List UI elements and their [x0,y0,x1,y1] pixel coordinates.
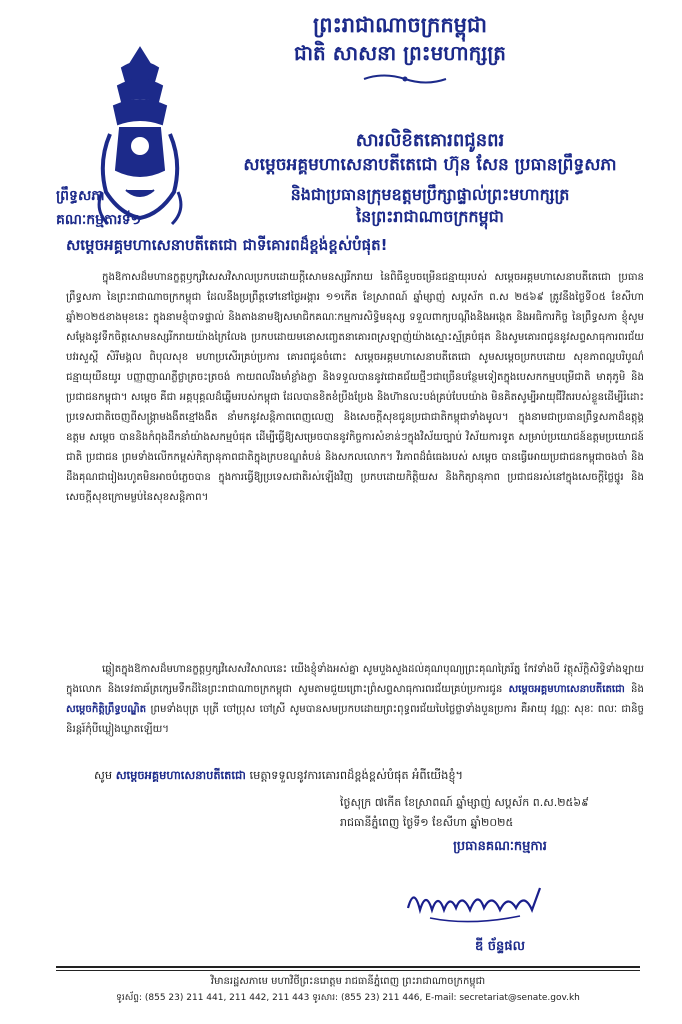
solar-date: រាជធានីភ្នំពេញ ថ្ងៃទី១ ខែសីហា ឆ្នាំ២០២៥ [340,816,514,829]
body-paragraph-1: ក្នុងឱកាសដ៏មហានក្ខត្តឫក្សវិសេសវិសាលប្រកបដោយក្ដីសោមនស្សរីករាយ នៃពិធីខួបចម្រើនជន្មាយុរបស់ សម្ដេចអគ្គមហាសេនាបតីតេជោ ប្រធានព្រឹទ្ធសភា នៃព្រះរាជាណាចក្រកម្ពុជា ដែលនឹងប្រព្រឹត្តទៅនៅថ្ងៃអង្គារ ១១កើត ខែស្រាពណ៍ ឆ្នាំម្សាញ់ សប្តស័ក ព.ស ២៥៦៩ ត្រូវនឹងថ្ងៃទី០៥ ខែសីហា ឆ្នាំ២០២៥ខាងមុខនេះ ក្នុងនាមខ្ញុំបាទផ្ទាល់ និងតាងនាមឱ្យសមាជិកគណៈកម្មការសិទ្ធិមនុស្ស ទទួលពាក្យបណ្ដឹងនិងអង្កេត និងអធិការកិច្ច នៃព្រឹទ្ធសភា ខ្ញុំសូមសម្ដែងនូវទឹកចិត្តសោមនស្សរីករាយយ៉ាងក្រៃលែង ប្រកបដោយមនោសញ្ចេតនាគោរពស្រឡាញ់យ៉ាងស្មោះស្ម័គ្របំផុត និងសូមគោរពជូននូវសព្ទសាធុការពរជ័យ បវរសួស្តី សិរីមង្គល ពិបុលសុខ មហាប្រសើរគ្រប់ប្រការ គោរពជូនចំពោះ សម្ដេចអគ្គមហាសេនាបតីតេជោ សូមសម្ដេចប្រកបដោយ សុខភាពល្អបរិបូណ៌ ជន្មាយុយឺនយូរ បញ្ញាញាណភ្លឺថ្លាត្រចះត្រចង់ កាយពលរឹងមាំខ្លាំងក្លា និងទទួលបាននូវជោគជ័យថ្មីៗជាច្រើនបន្ថែមទៀតក្នុងបេសកកម្មបម្រើជាតិ មាតុភូមិ និងប្រជាជនកម្ពុជា។ សម្ដេច គឺជា អគ្គបុគ្គលដ៏ឆ្នើមរបស់កម្ពុជា ដែលបានខិតខំប្រឹងប្រែង និងហ៊ានលះបង់គ្រប់បែបយ៉ាង មិនគិតសូម្បីអាយុជីវិតរបស់ខ្លួនដើម្បីរំដោះប្រទេសជាតិចេញពីសង្គ្រាមងងឹតខ្មៅងងឹត នាំមកនូវសន្តិភាពពេញលេញ និងសេចក្ដីសុខជូនប្រជាជាតិកម្ពុជាទាំងមូល។ ក្នុងនាមជាប្រធានព្រឹទ្ធសភាដ៏ឧត្ដុង្គឧត្ដម សម្ដេច បាននិងកំពុងដឹកនាំយ៉ាងសកម្មបំផុត ដើម្បីធ្វើឱ្យសម្រេចបាននូវកិច្ចការសំខាន់ៗក្នុងវិស័យច្បាប់ វិស័យការទូត សម្រាប់ប្រយោជន៍ឧត្ដមប្រយោជន៍ជាតិ ប្រជាជន ព្រមទាំងលើកកម្ពស់កិត្យានុភាពជាតិក្នុងក្របខណ្ឌតំបន់ និងសកលលោក។ វីរភាពដ៏ធំធេងរបស់ សម្ដេច បានធ្វើអោយប្រជាជនកម្ពុជាចងចាំ និងដឹងគុណជារៀងរហូតមិនអាចបំភ្លេចបាន ក្នុងការធ្វើឱ្យប្រទេសជាតិរស់ឡើងវិញ ប្រកបដោយកិត្តិយស និងកិត្យានុភាព ប្រជាជនរស់នៅក្នុងសេចក្ដីថ្លៃថ្នូរ និងសេចក្ដីសុខក្រោមម្លប់នៃសុខសន្តិភាព។ [66,272,644,503]
handwritten-signature-icon [400,880,550,930]
footer-divider-thin [56,970,640,971]
kingdom-header: ព្រះរាជាណាចក្រកម្ពុជា [312,13,487,37]
recipient-line-2: និងជាប្រធានក្រុមឧត្ដមប្រឹក្សាផ្ទាល់ព្រះមហាក្សត្រ [290,185,570,204]
closing-line [94,768,654,785]
sender-department: គណៈកម្មការទី១ [56,212,142,228]
sender-organization: ព្រឹទ្ធសភា [56,188,105,204]
letter-title: សារលិខិតគោរពជូនពរ [355,130,505,151]
senate-emblem-icon [92,42,188,234]
footer-contact: ទូរស័ព្ទ: (855 23) 211 441, 211 442, 211 443 ទូរសារ: (855 23) 211 446, E-mail: secretariat@senate.gov.kh [116,993,580,1003]
lunar-date: ថ្ងៃសុក្រ ៧កើត ខែស្រាពណ៍ ឆ្នាំម្សាញ់ សប្តស័ក ព.ស.២៥៦៩ [340,796,589,809]
closing-prefix: សូម [94,768,113,782]
recipient-line-3: នៃព្រះរាជាណាចក្រកម្ពុជា [356,207,504,226]
footer-address: វិមានរដ្ឋសភាមេ មហាវិថីព្រះនរោត្តម រាជធានីភ្នំពេញ ព្រះរាជាណាចក្រកម្ពុជា [210,976,486,987]
closing-recipient: សម្ដេចអគ្គមហាសេនាបតីតេជោ [115,768,246,782]
recipient-name-1: សម្ដេចអគ្គមហាសេនាបតីតេជោ [508,684,625,695]
national-motto: ជាតិ សាសនា ព្រះមហាក្សត្រ [294,41,506,65]
signatory-name: ឌី ច័ន្ទផល [475,939,525,954]
closing-suffix: មេត្តាទទួលនូវការគោរពដ៏ខ្ពង់ខ្ពស់បំផុត អំពីយើងខ្ញុំ។ [249,768,464,782]
footer-divider [56,966,640,968]
salutation: សម្ដេចអគ្គមហាសេនាបតីតេជោ ជាទីគោរពដ៏ខ្ពង់ខ្ពស់បំផុត! [66,236,388,254]
body-paragraph-2 [66,660,644,766]
ornament-divider-icon [360,72,450,86]
paragraph-2-start: ឆ្លៀតក្នុងឱកាសដ៏មហានក្ខត្តឫក្សវិសេសវិសាលនេះ យើងខ្ញុំទាំងអស់គ្នា សូមបួងសួងដល់គុណបុណ្យព្រះគុណត្រៃរ័ត្ន កែវទាំងបី វត្ថុស័ក្ដិសិទ្ធិទាំងឡាយក្នុងលោក និងទេវតាឆ័ត្រក្សេមទឹកដីនៃព្រះរាជាណាចក្រកម្ពុជា សូមតាមជួយព្រោះព្រំសព្ទសាធុការពរជ័យគ្រប់ប្រការជូន [66,664,644,695]
signatory-title: ប្រធានគណៈកម្មការ [453,839,547,854]
recipient-name-2: សម្ដេចកិត្តិព្រឹទ្ធបណ្ឌិត [66,704,147,715]
paragraph-2-and: និង [631,684,644,695]
recipient-line-1: សម្ដេចអគ្គមហាសេនាបតីតេជោ ហ៊ុន សែន ប្រធានព្រឹទ្ធសភា [243,155,617,175]
paragraph-2-end: ព្រមទាំងបុត្រ បុត្រី ចៅប្រុស ចៅស្រី សូមបានសមប្រកបដោយព្រះពុទ្ធពរជ័យបៃថ្លៃថ្លាទាំងបួនប្រការ គឺអាយុ វណ្ណៈ សុខៈ ពលៈ ជានិច្ចនិរន្តរ៍កុំបីឃ្លៀងឃ្លាតឡើយ។ [66,704,644,735]
